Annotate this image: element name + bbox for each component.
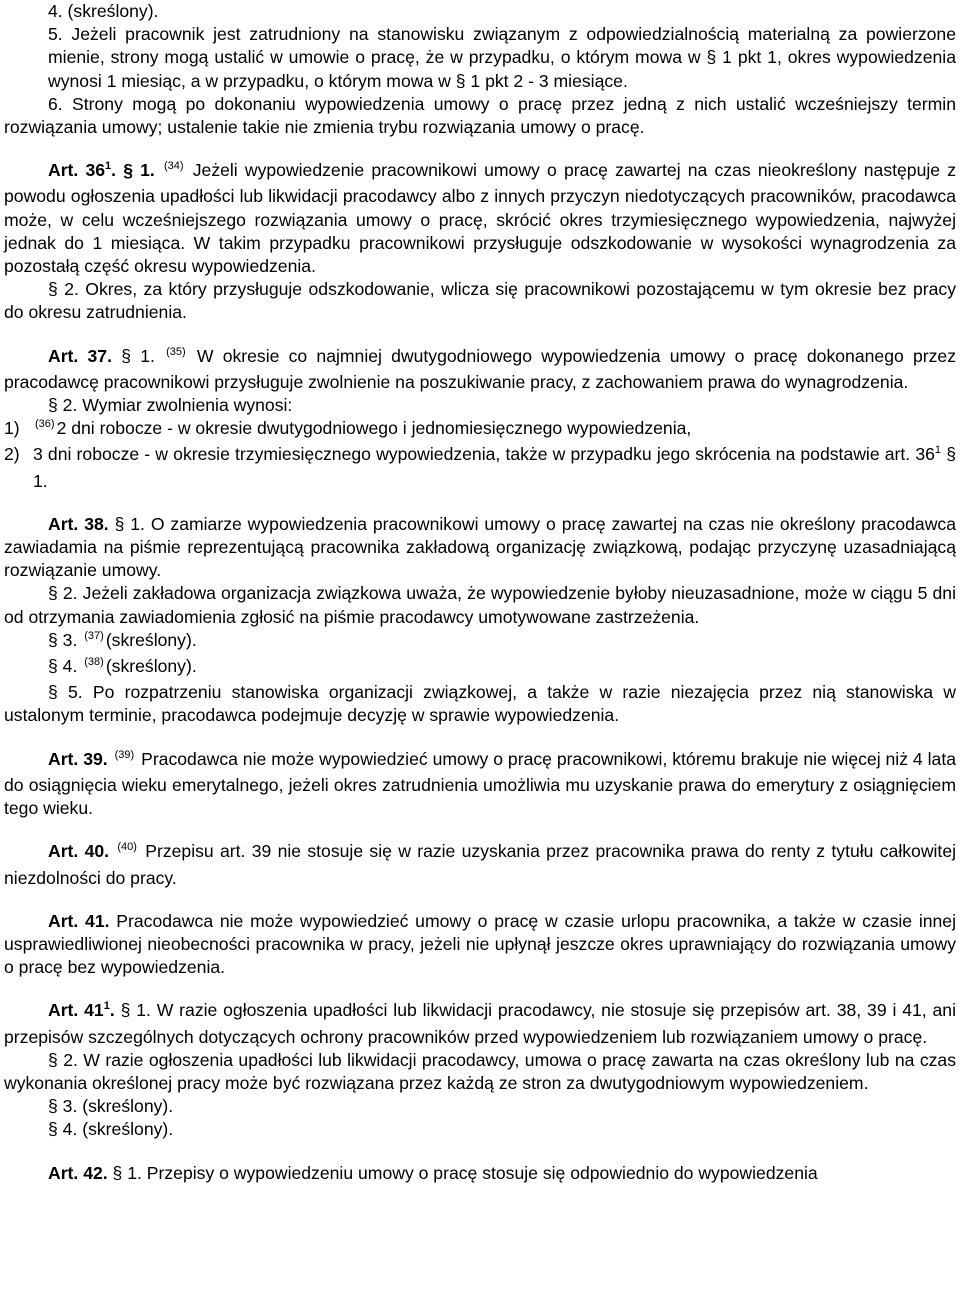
article-41-1: Art. $41^1$. § 1. W razie ogłoszenia upadłości lub likwidacji pracodawcy, nie stosuje się przepisów art. 38, 39 i 41, ani przepisów szczególnych dotyczących ochrony pracowników przed wypowiedzeniem lub rozwiązaniem umowy o pracę.	[4, 1000, 956, 1047]
article-38-section-4: § 4. $^{(38)}$ (skreślony).	[48, 656, 197, 677]
article-38-section-5: § 5. Po rozpatrzeniu stanowiska organizacji związkowej, a także w razie niezajęcia przez nią stanowiska w ustalonym terminie, pracodawca podejmuje decyzję w sprawie wypowiedzenia.	[4, 682, 956, 726]
paragraph-s6: 6. Strony mogą po dokonaniu wypowiedzenia umowy o pracę przez jedną z nich ustalić wcześniejszy termin rozwiązania umowy; ustalenie takie nie zmienia trybu rozwiązania umowy o pracę.	[4, 93, 956, 138]
article-37-heading: Art. 37.	[48, 345, 112, 366]
article-39: Art. 39. $^{(39)}$ Pracodawca nie może wypowiedzieć umowy o pracę pracownikowi, któremu brakuje nie więcej niż 4 lata do osiągnięcia wieku emerytalnego, jeżeli okres zatrudnienia umożliwia mu uzyskanie prawa do emerytury z osiągnięciem tego wieku.	[4, 748, 956, 819]
footnote-marker: (34)	[164, 160, 184, 173]
article-41: Art. 41. Pracodawca nie może wypowiedzieć umowy o pracę w czasie urlopu pracownika, a także w czasie innej usprawiedliwionej nieobecności pracownika w pracy, jeżeli nie upłynął jeszcze okres uprawniający do rozwiązania umowy o pracę bez wypowiedzenia.	[4, 910, 956, 978]
article-41-1-section-3: § 3. (skreślony).	[48, 1096, 174, 1117]
article-38-heading: Art. 38.	[48, 513, 109, 534]
article-38-section-2: § 2. Jeżeli zakładowa organizacja związkowa uważa, że wypowiedzenie byłoby nieuzasadnione, może w ciągu 5 dni od otrzymania zawiadomienia zgłosić na piśmie pracodawcy umotywowane zastrzeżenia.	[4, 583, 956, 627]
footnote-marker: (36)	[35, 418, 55, 431]
article-37-section-2: § 2. Wymiar zwolnienia wynosi:	[48, 395, 293, 416]
article-36-heading: Art. $36^1$. § 1.	[48, 160, 155, 181]
document-page	[4, 0, 956, 1185]
article-40: Art. 40. $^{(40)}$ Przepisu art. 39 nie stosuje się w razie uzyskania przez pracownika prawa do renty z tytułu całkowitej niezdolności do pracy.	[4, 841, 957, 888]
article-41-1-section-2: § 2. W razie ogłoszenia upadłości lub likwidacji pracodawcy, umowa o pracę zawarta na czas określony lub na czas wykonania określonej pracy może być rozwiązana przez każdą ze stron za dwutygodniowym wypowiedzeniem.	[4, 1049, 956, 1093]
article-38-section-3: § 3. $^{(37)}$ (skreślony).	[48, 629, 197, 650]
paragraph-s5: 5. Jeżeli pracownik jest zatrudniony na stanowisku związanym z odpowiedzialnością materialną za powierzone mienie, strony mogą ustalić w umowie o pracę, że w przypadku, o którym mowa w § 1 pkt 1, okres wypowiedzenia wynosi 1 miesiąc, a w przypadku, o którym mowa w § 1 pkt 2 - 3 miesiące.	[48, 24, 956, 91]
footnote-marker: (35)	[166, 345, 186, 358]
article-41-1-heading: Art. $41^1$.	[48, 1000, 115, 1021]
list-item: 2) 3 dni robocze - w okresie trzymiesięcznego wypowiedzenia, także w przypadku jego skrócenia na podstawie art. $36^1$ § 1.	[4, 444, 956, 491]
article-36: Art. $36^1$. § 1. $^{(34)}$ Jeżeli wypowiedzenie pracownikowi umowy o pracę zawartej na czas nieokreślony następuje z powodu ogłoszenia upadłości lub likwidacji pracodawcy albo z innych przyczyn niedotyczących pracowników, pracodawca może, w celu wcześniejszego rozwiązania umowy o pracę, skrócić okres trzymiesięcznego wypowiedzenia, najwyżej jednak do 1 miesiąca. W takim przypadku pracownikowi przysługuje odszkodowanie w wysokości wynagrodzenia za pozostałą część okresu wypowiedzenia.	[4, 160, 957, 277]
article-42-heading: Art. 42.	[48, 1162, 108, 1183]
article-42: Art. 42. § 1. Przepisy o wypowiedzeniu umowy o pracę stosuje się odpowiednio do wypowiedzenia	[48, 1162, 818, 1183]
footnote-marker: (40)	[117, 841, 137, 854]
article-41-1-section-4: § 4. (skreślony).	[48, 1119, 174, 1140]
footnote-marker: (38)	[84, 656, 104, 669]
article-38: Art. 38. § 1. O zamiarze wypowiedzenia pracownikowi umowy o pracę zawartej na czas nie określony pracodawca zawiadamia na piśmie reprezentującą pracownika zakładową organizację związkową, podając przyczynę uzasadniającą rozwiązanie umowy.	[4, 513, 956, 581]
paragraph-s4: 4. (skreślony).	[48, 1, 159, 21]
article-39-heading: Art. 39.	[48, 748, 108, 769]
article-40-heading: Art. 40.	[48, 841, 110, 862]
article-36-section-2: § 2. Okres, za który przysługuje odszkodowanie, wlicza się pracownikowi pozostającemu w tym okresie bez pracy do okresu zatrudnienia.	[4, 279, 956, 323]
footnote-marker: (39)	[114, 748, 135, 761]
article-41-heading: Art. 41.	[48, 910, 110, 931]
footnote-marker: (37)	[84, 629, 104, 642]
article-37: Art. 37. § 1. $^{(35)}$ W okresie co najmniej dwutygodniowego wypowiedzenia umowy o pracę dokonanego przez pracodawcę pracownikowi przysługuje zwolnienie na poszukiwanie pracy, z zachowaniem prawa do wynagrodzenia.	[4, 345, 956, 392]
list-item: 1) $^{(36)}$ 2 dni robocze - w okresie dwutygodniowego i jednomiesięcznego wypowiedzenia,	[4, 418, 692, 439]
